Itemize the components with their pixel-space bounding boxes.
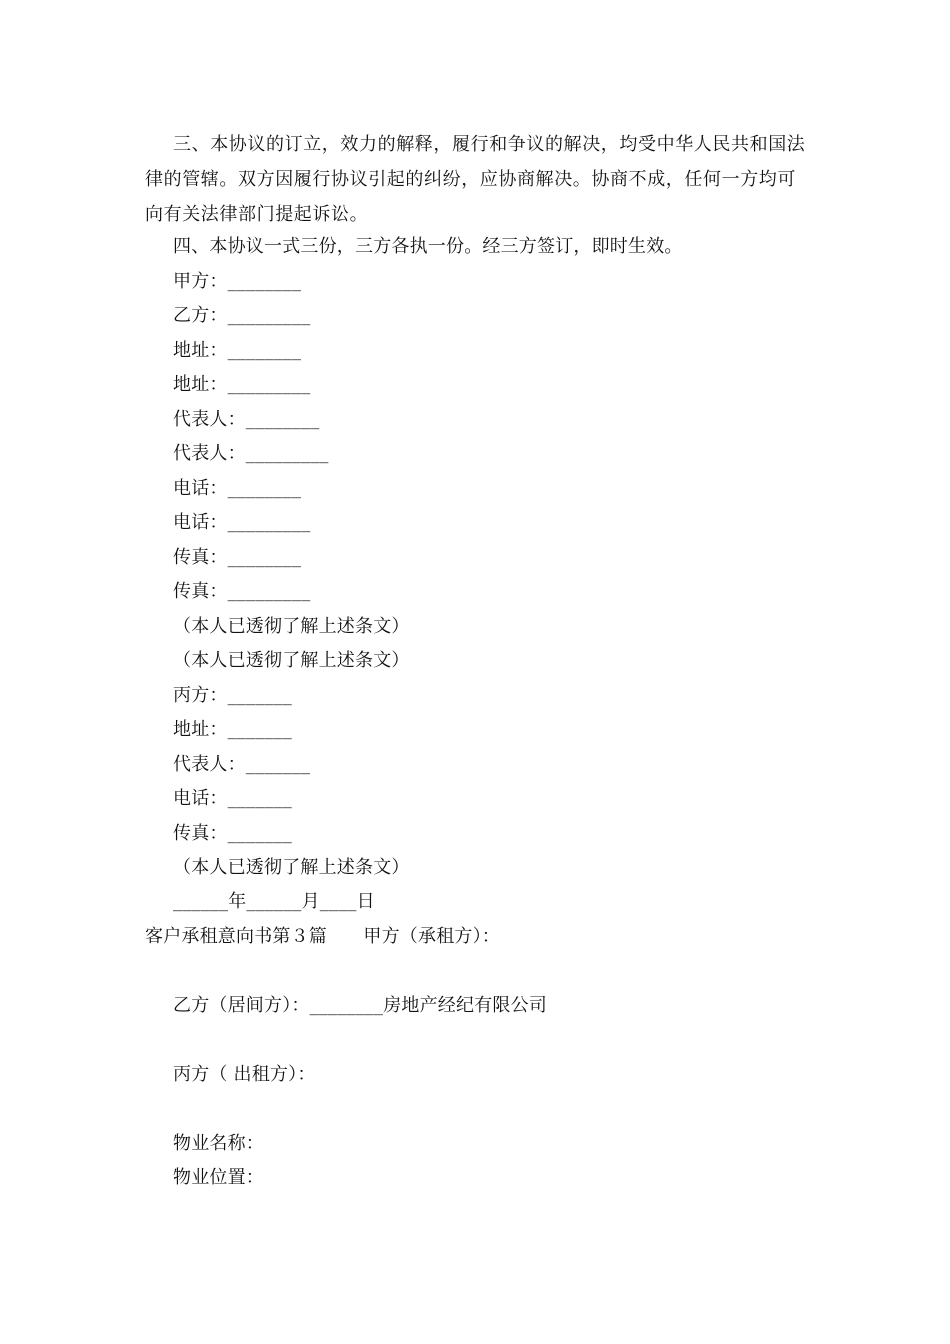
- signature-line-representative-a: 代表人：________: [173, 409, 320, 430]
- acknowledgement-line-b: （本人已透彻了解上述条文）: [173, 650, 410, 671]
- party-c-line: 丙方（ 出租方）：: [173, 1064, 316, 1085]
- signature-line-representative-c: 代表人：_______: [173, 754, 311, 775]
- signature-line-address-c: 地址：_______: [173, 719, 292, 740]
- signature-line-address-b: 地址：_________: [173, 374, 311, 395]
- acknowledgement-line-a: （本人已透彻了解上述条文）: [173, 616, 410, 637]
- signature-line-representative-b: 代表人：_________: [173, 443, 329, 464]
- date-line: ______年______月____日: [173, 891, 375, 912]
- signature-line-phone-b: 电话：_________: [173, 512, 311, 533]
- property-name-line: 物业名称：: [173, 1133, 264, 1154]
- acknowledgement-line-c: （本人已透彻了解上述条文）: [173, 857, 410, 878]
- party-b-line: 乙方（居间方）：________房地产经纪有限公司: [173, 995, 547, 1016]
- clause-3-paragraph: 三、本协议的订立，效力的解释，履行和争议的解决，均受中华人民共和国法律的管辖。双方因履行协议引起的纠纷，应协商解决。协商不成，任何一方均可向有关法律部门提起诉讼。: [145, 134, 806, 225]
- signature-line-phone-a: 电话：________: [173, 478, 302, 499]
- signature-line-party-a: 甲方：________: [173, 271, 302, 292]
- signature-line-fax-a: 传真：________: [173, 547, 302, 568]
- clause-4-paragraph: 四、本协议一式三份，三方各执一份。经三方签订，即时生效。: [173, 236, 683, 257]
- signature-line-address-a: 地址：________: [173, 340, 302, 361]
- section-heading: 客户承租意向书第３篇 甲方（承租方）：: [145, 926, 500, 947]
- signature-line-fax-b: 传真：_________: [173, 581, 311, 602]
- signature-line-party-b: 乙方：_________: [173, 305, 311, 326]
- signature-line-fax-c: 传真：_______: [173, 823, 292, 844]
- property-location-line: 物业位置：: [173, 1167, 264, 1188]
- signature-line-party-c: 丙方：_______: [173, 685, 292, 706]
- signature-line-phone-c: 电话：_______: [173, 788, 292, 809]
